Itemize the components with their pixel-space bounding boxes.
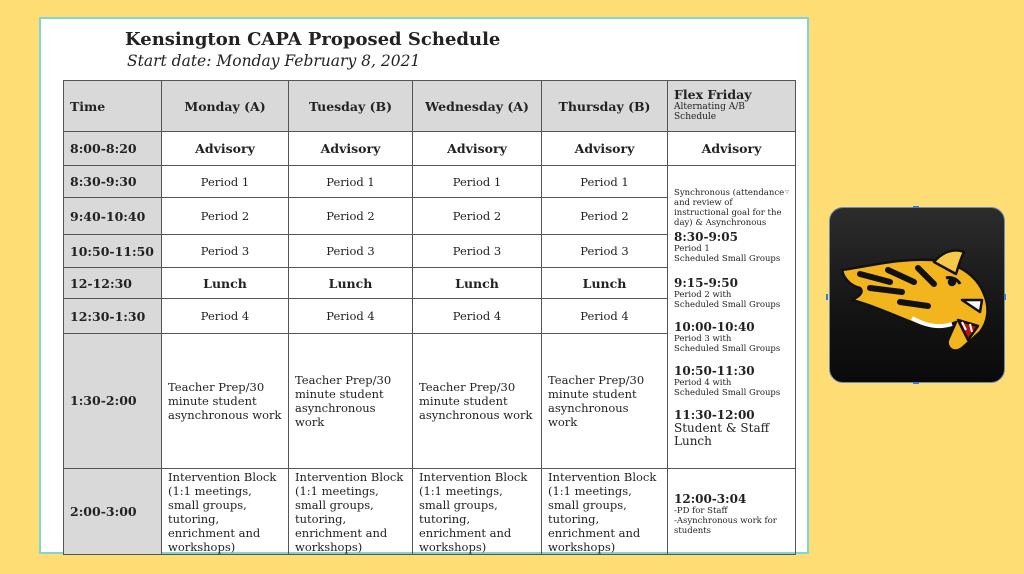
flex-friday-afternoon: [668, 469, 796, 555]
schedule-cell: Period 1: [289, 166, 413, 198]
table-row: [64, 166, 796, 198]
flex-block-line: Lunch: [674, 433, 712, 448]
time-cell: 12-12:30: [64, 268, 162, 299]
header-wednesday: Wednesday (A): [413, 81, 542, 132]
flex-friday-subtitle: Alternating A/B Schedule: [674, 102, 745, 122]
tiger-mascot-icon: [830, 208, 1005, 383]
schedule-cell: Period 3: [162, 235, 289, 268]
time-cell: 1:30-2:00: [64, 334, 162, 469]
schedule-cell: Intervention Block (1:1 meetings, small groups, tutoring, enrichment and workshops): [413, 469, 542, 555]
flex-block-line: Period 1: [674, 243, 710, 254]
flex-block-line: Period 2 with: [674, 289, 732, 300]
flex-intro: Synchronous (attendance and review of instructional goal for the day) & Asynchronous: [674, 187, 785, 228]
schedule-cell: Period 1: [413, 166, 542, 198]
schedule-cell: Period 2: [413, 198, 542, 235]
time-cell: 9:40-10:40: [64, 198, 162, 235]
schedule-cell: Period 2: [289, 198, 413, 235]
schedule-table: [63, 80, 796, 555]
time-cell: 2:00-3:00: [64, 469, 162, 555]
flex-block-line: Student & Staff: [674, 420, 770, 435]
schedule-cell: Period 2: [542, 198, 668, 235]
selection-handle[interactable]: [913, 382, 919, 384]
flex-block-line: -PD for Staff: [674, 505, 728, 516]
schedule-cell: Advisory: [542, 132, 668, 166]
schedule-cell: Period 4: [542, 299, 668, 334]
flex-block-time: 11:30-12:00: [674, 407, 755, 422]
time-cell: 10:50-11:50: [64, 235, 162, 268]
schedule-cell: Period 4: [413, 299, 542, 334]
header-monday: Monday (A): [162, 81, 289, 132]
flex-block-line: Scheduled Small Groups: [674, 343, 781, 354]
flex-block-line: students: [674, 525, 711, 536]
schedule-cell: Teacher Prep/30 minute student asynchronous work: [542, 334, 668, 469]
flex-friday-title: Flex Friday: [674, 87, 752, 102]
tiger-logo-card: [829, 207, 1005, 383]
flex-advisory-cell: Advisory: [668, 132, 796, 166]
schedule-cell: Period 3: [289, 235, 413, 268]
schedule-document: [39, 17, 809, 554]
time-cell: 8:00-8:20: [64, 132, 162, 166]
flex-block-line: Scheduled Small Groups: [674, 299, 781, 310]
time-cell: 12:30-1:30: [64, 299, 162, 334]
flex-block-time: 10:50-11:30: [674, 363, 755, 378]
flex-block-line: Period 4 with: [674, 377, 732, 388]
schedule-cell: Advisory: [162, 132, 289, 166]
table-row: [64, 132, 796, 166]
schedule-cell: Teacher Prep/30 minute student asynchronous work: [413, 334, 542, 469]
header-row: [64, 81, 796, 132]
schedule-cell: Lunch: [162, 268, 289, 299]
flex-block-line: Scheduled Small Groups: [674, 387, 781, 398]
schedule-cell: Advisory: [413, 132, 542, 166]
schedule-cell: Lunch: [289, 268, 413, 299]
flex-block-line: Scheduled Small Groups: [674, 253, 781, 264]
document-title: Kensington CAPA Proposed Schedule: [125, 29, 501, 50]
schedule-cell: Period 1: [162, 166, 289, 198]
schedule-cell: Lunch: [413, 268, 542, 299]
schedule-cell: Period 1: [542, 166, 668, 198]
header-tuesday: Tuesday (B): [289, 81, 413, 132]
schedule-cell: Teacher Prep/30 minute student asynchronous work: [289, 334, 413, 469]
header-flex-friday: [668, 81, 796, 132]
flex-block-line: Period 3 with: [674, 333, 732, 344]
schedule-cell: Advisory: [289, 132, 413, 166]
schedule-cell: Lunch: [542, 268, 668, 299]
schedule-cell: Intervention Block (1:1 meetings, small groups, tutoring, enrichment and workshops): [289, 469, 413, 555]
flex-friday-column: [668, 166, 796, 469]
flex-block-time: 10:00-10:40: [674, 319, 755, 334]
schedule-cell: Teacher Prep/30 minute student asynchronous work: [162, 334, 289, 469]
selection-handle[interactable]: [913, 206, 919, 208]
selection-handle[interactable]: [1004, 294, 1006, 300]
flex-block-time: 8:30-9:05: [674, 229, 738, 244]
schedule-cell: Period 4: [289, 299, 413, 334]
header-time: Time: [64, 81, 162, 132]
dropdown-marker-icon: ▿: [784, 186, 789, 196]
schedule-cell: Intervention Block (1:1 meetings, small groups, tutoring, enrichment and workshops): [162, 469, 289, 555]
document-subtitle: Start date: Monday February 8, 2021: [127, 52, 421, 70]
schedule-cell: Period 3: [413, 235, 542, 268]
flex-block-time: 12:00-3:04: [674, 491, 747, 506]
flex-block-line: -Asynchronous work for: [674, 515, 777, 526]
selection-handle[interactable]: [826, 294, 828, 300]
flex-block-time: 9:15-9:50: [674, 275, 738, 290]
time-cell: 8:30-9:30: [64, 166, 162, 198]
schedule-cell: Period 3: [542, 235, 668, 268]
schedule-cell: Intervention Block (1:1 meetings, small groups, tutoring, enrichment and workshops): [542, 469, 668, 555]
schedule-cell: Period 4: [162, 299, 289, 334]
schedule-cell: Period 2: [162, 198, 289, 235]
header-thursday: Thursday (B): [542, 81, 668, 132]
table-row: [64, 469, 796, 555]
